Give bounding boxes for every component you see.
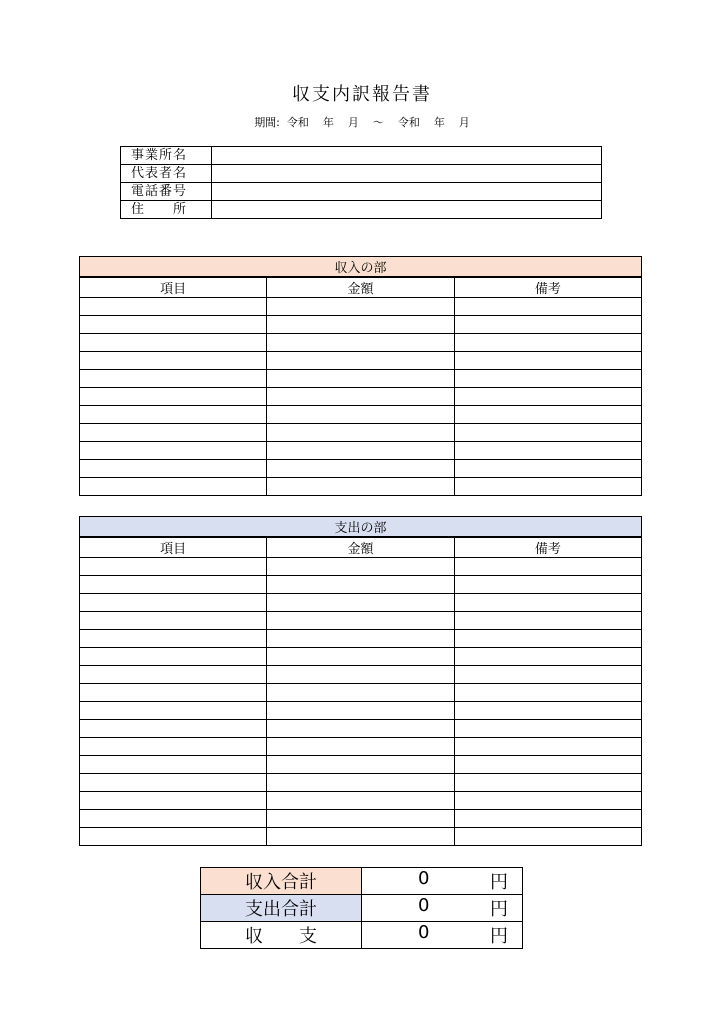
page-title: 収支内訳報告書 <box>292 84 432 105</box>
expense-item-cell[interactable] <box>80 720 267 738</box>
income-item-cell[interactable] <box>80 334 267 352</box>
income-notes-cell[interactable] <box>454 460 641 478</box>
income-amount-cell[interactable] <box>267 298 454 316</box>
expense-item-cell[interactable] <box>80 792 267 810</box>
expense-row <box>80 792 642 810</box>
expense-amount-cell[interactable] <box>267 648 454 666</box>
income-item-cell[interactable] <box>80 478 267 496</box>
column-header-item: 項目 <box>80 277 267 298</box>
summary-unit: 円 <box>490 872 508 893</box>
info-table <box>120 146 602 219</box>
expense-row <box>80 594 642 612</box>
expense-amount-cell[interactable] <box>267 828 454 846</box>
summary-unit: 円 <box>490 926 508 947</box>
income-heading-row <box>80 257 642 278</box>
income-item-cell[interactable] <box>80 370 267 388</box>
income-notes-cell[interactable] <box>454 406 641 424</box>
info-value-field[interactable] <box>212 165 602 183</box>
expense-notes-cell[interactable] <box>454 792 641 810</box>
income-item-cell[interactable] <box>80 352 267 370</box>
expense-row <box>80 684 642 702</box>
income-item-cell[interactable] <box>80 298 267 316</box>
expense-item-cell[interactable] <box>80 558 267 576</box>
expense-item-cell[interactable] <box>80 648 267 666</box>
expense-row <box>80 828 642 846</box>
expense-row <box>80 756 642 774</box>
summary-value-cell <box>362 895 523 922</box>
expense-item-cell[interactable] <box>80 576 267 594</box>
summary-value: 0 <box>418 922 430 943</box>
expense-item-cell[interactable] <box>80 684 267 702</box>
info-label: 住 所 <box>121 201 212 219</box>
income-notes-cell[interactable] <box>454 334 641 352</box>
income-amount-cell[interactable] <box>267 460 454 478</box>
expense-item-cell[interactable] <box>80 594 267 612</box>
expense-row <box>80 774 642 792</box>
column-header-amount: 金額 <box>267 537 454 558</box>
expense-item-cell[interactable] <box>80 828 267 846</box>
income-amount-cell[interactable] <box>267 388 454 406</box>
income-row <box>80 334 642 352</box>
column-header-notes: 備考 <box>454 277 641 298</box>
summary-table <box>200 867 523 949</box>
income-row <box>80 316 642 334</box>
summary-row-expense <box>201 895 523 922</box>
expense-item-cell[interactable] <box>80 810 267 828</box>
info-label: 代表者名 <box>121 165 212 183</box>
expense-amount-cell[interactable] <box>267 756 454 774</box>
info-row <box>121 201 602 219</box>
income-notes-cell[interactable] <box>454 388 641 406</box>
expense-amount-cell[interactable] <box>267 558 454 576</box>
income-notes-cell[interactable] <box>454 352 641 370</box>
summary-value: 0 <box>418 895 430 916</box>
info-value-field[interactable] <box>212 147 602 165</box>
info-row <box>121 183 602 201</box>
income-row <box>80 370 642 388</box>
income-amount-cell[interactable] <box>267 334 454 352</box>
expense-amount-cell[interactable] <box>267 738 454 756</box>
income-notes-cell[interactable] <box>454 316 641 334</box>
income-amount-cell[interactable] <box>267 352 454 370</box>
expense-table <box>79 516 642 846</box>
summary-value: 0 <box>418 868 430 889</box>
income-row <box>80 298 642 316</box>
expense-row <box>80 702 642 720</box>
expense-item-cell[interactable] <box>80 666 267 684</box>
summary-value-cell <box>362 868 523 895</box>
expense-row <box>80 576 642 594</box>
income-row <box>80 424 642 442</box>
expense-notes-cell[interactable] <box>454 702 641 720</box>
expense-row <box>80 630 642 648</box>
expense-item-cell[interactable] <box>80 702 267 720</box>
income-notes-cell[interactable] <box>454 424 641 442</box>
expense-amount-cell[interactable] <box>267 702 454 720</box>
summary-label: 支出合計 <box>201 895 362 922</box>
expense-notes-cell[interactable] <box>454 738 641 756</box>
income-notes-cell[interactable] <box>454 442 641 460</box>
expense-notes-cell[interactable] <box>454 558 641 576</box>
income-notes-cell[interactable] <box>454 370 641 388</box>
expense-heading-row <box>80 517 642 538</box>
income-amount-cell[interactable] <box>267 442 454 460</box>
column-header-notes: 備考 <box>454 537 641 558</box>
expense-amount-cell[interactable] <box>267 630 454 648</box>
expense-row <box>80 810 642 828</box>
expense-notes-cell[interactable] <box>454 774 641 792</box>
expense-amount-cell[interactable] <box>267 666 454 684</box>
expense-notes-cell[interactable] <box>454 810 641 828</box>
summary-unit: 円 <box>490 899 508 920</box>
expense-item-cell[interactable] <box>80 612 267 630</box>
info-value-field[interactable] <box>212 201 602 219</box>
expense-row <box>80 738 642 756</box>
expense-amount-cell[interactable] <box>267 810 454 828</box>
expense-row <box>80 666 642 684</box>
info-label: 事業所名 <box>121 147 212 165</box>
expense-item-cell[interactable] <box>80 630 267 648</box>
expense-amount-cell[interactable] <box>267 684 454 702</box>
income-amount-cell[interactable] <box>267 316 454 334</box>
info-row <box>121 147 602 165</box>
income-column-headers <box>80 277 642 298</box>
income-amount-cell[interactable] <box>267 406 454 424</box>
expense-item-cell[interactable] <box>80 774 267 792</box>
summary-row-income <box>201 868 523 895</box>
info-label: 電話番号 <box>121 183 212 201</box>
expense-amount-cell[interactable] <box>267 594 454 612</box>
expense-row <box>80 648 642 666</box>
info-row <box>121 165 602 183</box>
expense-amount-cell[interactable] <box>267 576 454 594</box>
income-item-cell[interactable] <box>80 388 267 406</box>
expense-notes-cell[interactable] <box>454 630 641 648</box>
income-item-cell[interactable] <box>80 406 267 424</box>
expense-column-headers <box>80 537 642 558</box>
info-value-field[interactable] <box>212 183 602 201</box>
income-row <box>80 478 642 496</box>
expense-notes-cell[interactable] <box>454 594 641 612</box>
column-header-item: 項目 <box>80 537 267 558</box>
expense-notes-cell[interactable] <box>454 666 641 684</box>
income-row <box>80 460 642 478</box>
income-row <box>80 442 642 460</box>
expense-amount-cell[interactable] <box>267 774 454 792</box>
income-item-cell[interactable] <box>80 316 267 334</box>
expense-amount-cell[interactable] <box>267 792 454 810</box>
income-amount-cell[interactable] <box>267 478 454 496</box>
expense-notes-cell[interactable] <box>454 720 641 738</box>
expense-notes-cell[interactable] <box>454 648 641 666</box>
column-header-amount: 金額 <box>267 277 454 298</box>
income-heading: 収入の部 <box>80 257 642 278</box>
income-amount-cell[interactable] <box>267 424 454 442</box>
expense-amount-cell[interactable] <box>267 720 454 738</box>
expense-notes-cell[interactable] <box>454 684 641 702</box>
expense-notes-cell[interactable] <box>454 756 641 774</box>
expense-row <box>80 720 642 738</box>
summary-label: 収 支 <box>201 922 362 949</box>
expense-item-cell[interactable] <box>80 738 267 756</box>
income-item-cell[interactable] <box>80 460 267 478</box>
expense-notes-cell[interactable] <box>454 576 641 594</box>
income-notes-cell[interactable] <box>454 478 641 496</box>
period-line: 期間: 令和 年 月 〜 令和 年 月 <box>254 116 470 129</box>
income-row <box>80 406 642 424</box>
income-amount-cell[interactable] <box>267 370 454 388</box>
income-item-cell[interactable] <box>80 442 267 460</box>
income-row <box>80 388 642 406</box>
expense-row <box>80 558 642 576</box>
expense-amount-cell[interactable] <box>267 612 454 630</box>
income-table <box>79 256 642 496</box>
income-notes-cell[interactable] <box>454 298 641 316</box>
summary-row-balance <box>201 922 523 949</box>
summary-label: 収入合計 <box>201 868 362 895</box>
income-row <box>80 352 642 370</box>
expense-notes-cell[interactable] <box>454 828 641 846</box>
expense-row <box>80 612 642 630</box>
expense-heading: 支出の部 <box>80 517 642 538</box>
expense-notes-cell[interactable] <box>454 612 641 630</box>
expense-item-cell[interactable] <box>80 756 267 774</box>
summary-value-cell <box>362 922 523 949</box>
income-item-cell[interactable] <box>80 424 267 442</box>
